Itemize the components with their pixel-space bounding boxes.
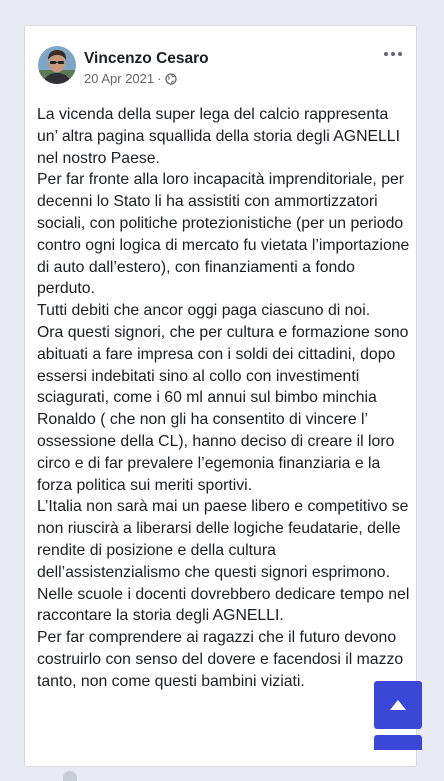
post-paragraph: Nelle scuole i docenti dovrebbero dedicare tempo nel raccontare la storia degli AGNELLI.	[37, 585, 410, 625]
post-paragraph: La vicenda della super lega del calcio rappresenta un’ altra pagina squallida della storia degli AGNELLI nel nostro Paese.	[37, 106, 400, 167]
meta-separator: ·	[157, 71, 162, 86]
avatar-image	[38, 46, 76, 84]
post-paragraph: Ora questi signori, che per cultura e formazione sono abituati a fare impresa con i soldi dei cittadini, dopo essersi indebitati sino al collo con investimenti sciagurati, come i 60 ml annui sul bimbo minchia Ronaldo ( che non gli ha consentito di vincere l’ ossessione della CL), hanno deciso di creare il loro circo e di far prevalere l’egemonia finanziaria e la forza politica sui meriti sportivi.	[37, 323, 409, 494]
post-meta	[84, 71, 177, 86]
post-paragraph: Per far comprendere ai ragazzi che il futuro devono costruirlo con senso del dovere e facendosi il mazzo tanto, non come questi bambini viziati.	[37, 629, 404, 690]
post-date[interactable]: 20 Apr 2021	[84, 71, 155, 86]
author-name[interactable]: Vincenzo Cesaro	[84, 50, 209, 67]
post-text	[37, 104, 413, 693]
globe-icon	[165, 73, 177, 85]
post-paragraph: Per far fronte alla loro incapacità imprenditoriale, per decenni lo Stato li ha assistiti con ammortizzatori sociali, con politiche protezionistiche (per un periodo contro ogni logica di mercato fu vietata l’importazione di auto dall’estero), con finanziamenti a fondo perduto.	[37, 171, 410, 298]
post-paragraph: Tutti debiti che ancor oggi paga ciascuno di noi.	[37, 302, 371, 320]
reaction-icon	[63, 771, 77, 781]
arrow-up-icon	[389, 699, 407, 711]
scroll-to-top-button[interactable]	[374, 681, 422, 729]
scroll-down-button[interactable]	[374, 735, 422, 750]
post-paragraph: L’Italia non sarà mai un paese libero e competitivo se non riuscirà a liberarsi delle logiche feudatarie, delle rendite di posizione e della cultura dell’assistenzialismo che questi signori esprimono.	[37, 498, 409, 581]
post-card	[25, 26, 416, 766]
avatar[interactable]	[38, 46, 76, 84]
more-options-icon[interactable]	[382, 46, 404, 62]
